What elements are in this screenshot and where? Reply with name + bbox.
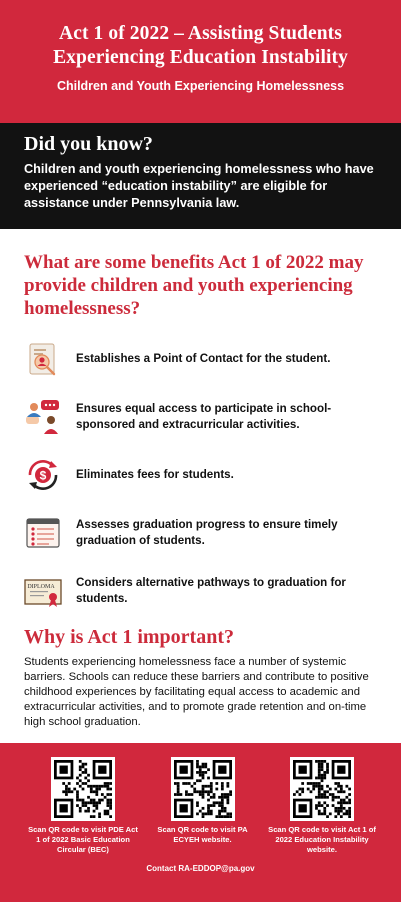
header-banner [0, 0, 401, 123]
dollar-fees-icon [24, 456, 62, 494]
page-title [0, 22, 401, 70]
benefit-text: Ensures equal access to participate in school-sponsored and extracurricular activities. [76, 402, 332, 431]
benefits-list [24, 332, 377, 618]
benefit-text: Eliminates fees for students. [76, 468, 234, 481]
benefit-item [24, 332, 377, 386]
qr-code-item [148, 757, 258, 855]
qr-code-item [267, 757, 377, 855]
title-line-1: Act 1 of 2022 – Assisting Students [59, 23, 342, 44]
benefit-item [24, 390, 377, 444]
benefit-text: Assesses graduation progress to ensure timely graduation of students. [76, 518, 338, 547]
did-you-know-heading: Did you know? [24, 133, 153, 155]
benefits-heading: What are some benefits Act 1 of 2022 may provide children and youth experiencing homelessness? [24, 252, 364, 319]
benefit-item [24, 448, 377, 502]
benefit-item [24, 564, 377, 618]
svg-text:$: $ [39, 468, 47, 483]
did-you-know-body: Children and youth experiencing homelessness who have experienced “education instability” are eligible for assistance under Pennsylvania law. [24, 162, 374, 210]
footer [0, 743, 401, 902]
equal-access-icon [24, 398, 62, 436]
diploma-label: DIPLOMA [27, 584, 55, 590]
progress-checklist-icon [24, 514, 62, 552]
qr-caption: Scan QR code to visit PDE Act 1 of 2022 Basic Education Circular (BEC) [28, 825, 138, 854]
point-of-contact-icon [24, 340, 62, 378]
why-important-section [0, 622, 401, 730]
title-line-2: Experiencing Education Instability [53, 47, 348, 68]
qr-caption: Scan QR code to visit Act 1 of 2022 Education Instability website. [268, 825, 376, 854]
benefit-text: Establishes a Point of Contact for the student. [76, 352, 331, 365]
why-body: Students experiencing homelessness face a number of systemic barriers. Schools can reduce these barriers and contribute to positive childhood experiences by facilitating equal access to academic and extracurricular activities, and to promote grade retention and on-time high school graduation. [24, 656, 369, 728]
benefit-item [24, 506, 377, 560]
did-you-know-section [0, 123, 401, 229]
qr-code-image[interactable] [171, 757, 235, 821]
qr-code-image[interactable] [290, 757, 354, 821]
qr-code-image[interactable] [51, 757, 115, 821]
contact-email[interactable]: Contact RA-EDDOP@pa.gov [146, 864, 255, 873]
qr-code-item [28, 757, 138, 855]
benefits-section [0, 229, 401, 618]
page-subtitle: Children and Youth Experiencing Homelessness [56, 79, 345, 93]
benefit-text: Considers alternative pathways to graduation for students. [76, 576, 346, 605]
diploma-icon [24, 572, 62, 610]
qr-code-row [0, 743, 401, 855]
qr-caption: Scan QR code to visit PA ECYEH website. [157, 825, 248, 844]
why-heading: Why is Act 1 important? [24, 626, 234, 648]
